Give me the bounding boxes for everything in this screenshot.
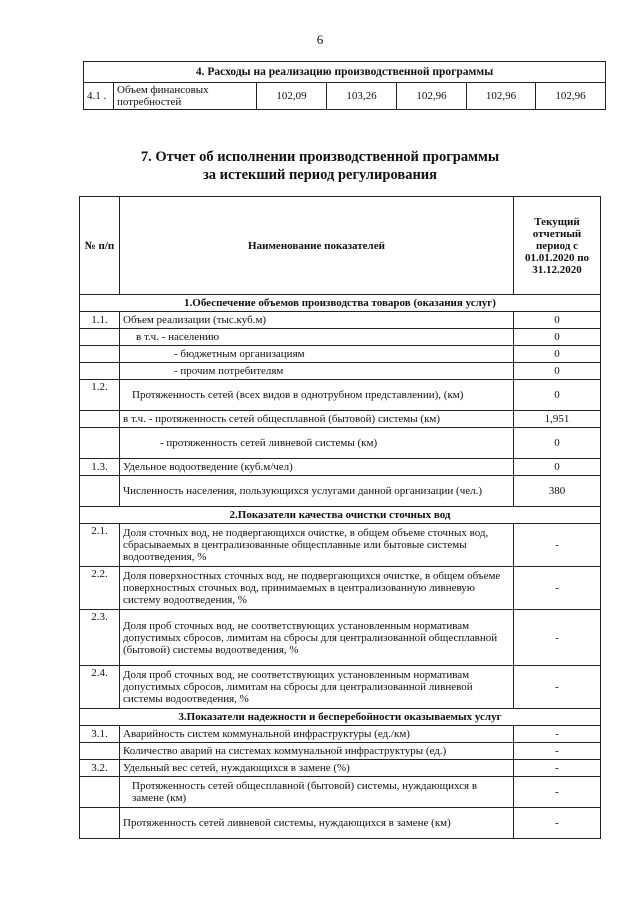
section-title: 1.Обеспечение объемов производства товаров (оказания услуг) bbox=[80, 295, 601, 312]
page-number: 6 bbox=[316, 32, 324, 47]
value-cell: 0 bbox=[514, 459, 601, 476]
report-title: 7. Отчет об исполнении производственной программы bbox=[140, 149, 500, 165]
row-name: Доля сточных вод, не подвергающихся очистке, в общем объеме сточных вод, сбрасываемых в централизованные общесплавные или бытовые системы водоотведения, % bbox=[120, 524, 514, 567]
row-number bbox=[80, 411, 120, 428]
row-name: - прочим потребителям bbox=[120, 363, 514, 380]
value-cell: 102,09 bbox=[257, 83, 327, 110]
row-number: 3.2. bbox=[80, 760, 120, 777]
value-cell: 0 bbox=[514, 363, 601, 380]
row-name: Протяженность сетей общесплавной (бытовой) системы, нуждающихся в замене (км) bbox=[120, 777, 514, 808]
value-cell: 380 bbox=[514, 476, 601, 507]
row-name: Протяженность сетей ливневой системы, нуждающихся в замене (км) bbox=[120, 808, 514, 839]
value-cell: - bbox=[514, 666, 601, 709]
value-cell: - bbox=[514, 760, 601, 777]
row-name: Доля проб сточных вод, не соответствующих установленным нормативам допустимых сбросов, лимитам на сбросы для централизованной общесплавной (бытовой) системы водоотведения, % bbox=[120, 610, 514, 666]
table-row bbox=[84, 83, 606, 110]
row-number: 2.3. bbox=[80, 610, 120, 666]
value-cell: - bbox=[514, 610, 601, 666]
row-number: 2.1. bbox=[80, 524, 120, 567]
row-number: 1.1. bbox=[80, 312, 120, 329]
row-name: Протяженность сетей (всех видов в однотрубном представлении), (км) bbox=[120, 380, 514, 411]
value-cell: - bbox=[514, 808, 601, 839]
value-cell: 0 bbox=[514, 312, 601, 329]
row-name: Количество аварий на системах коммунальной инфраструктуры (ед.) bbox=[120, 743, 514, 760]
row-number bbox=[80, 476, 120, 507]
value-cell: - bbox=[514, 743, 601, 760]
row-number: 3.1. bbox=[80, 726, 120, 743]
value-cell: 102,96 bbox=[536, 83, 606, 110]
row-number bbox=[80, 329, 120, 346]
row-name: Аварийность систем коммунальной инфраструктуры (ед./км) bbox=[120, 726, 514, 743]
row-number bbox=[80, 346, 120, 363]
row-number: 2.4. bbox=[80, 666, 120, 709]
value-cell: 1,951 bbox=[514, 411, 601, 428]
value-cell: - bbox=[514, 567, 601, 610]
report-table bbox=[79, 196, 601, 839]
report-subtitle: за истекший период регулирования bbox=[202, 167, 438, 183]
value-cell: 0 bbox=[514, 428, 601, 459]
row-name: - бюджетным организациям bbox=[120, 346, 514, 363]
value-cell: 0 bbox=[514, 346, 601, 363]
row-name: Объем реализации (тыс.куб.м) bbox=[120, 312, 514, 329]
section-title: 2.Показатели качества очистки сточных вод bbox=[80, 507, 601, 524]
section-header: 4. Расходы на реализацию производственной программы bbox=[84, 62, 606, 83]
row-number: 1.2. bbox=[80, 380, 120, 411]
header-num: № п/п bbox=[80, 197, 120, 295]
row-name: в т.ч. - протяженность сетей общесплавной (бытовой) системы (км) bbox=[120, 411, 514, 428]
value-cell: - bbox=[514, 726, 601, 743]
expenses-table bbox=[83, 61, 606, 110]
header-period: Текущий отчетный период с 01.01.2020 по 31.12.2020 bbox=[514, 197, 601, 295]
row-number: 2.2. bbox=[80, 567, 120, 610]
value-cell: 0 bbox=[514, 380, 601, 411]
row-number: 1.3. bbox=[80, 459, 120, 476]
header-name: Наименование показателей bbox=[120, 197, 514, 295]
row-number bbox=[80, 777, 120, 808]
row-name: Удельное водоотведение (куб.м/чел) bbox=[120, 459, 514, 476]
row-name: - протяженность сетей ливневой системы (км) bbox=[120, 428, 514, 459]
value-cell: - bbox=[514, 524, 601, 567]
value-cell: 103,26 bbox=[327, 83, 397, 110]
row-number bbox=[80, 428, 120, 459]
row-name: Доля поверхностных сточных вод, не подвергающихся очистке, в общем объеме поверхностных сточных вод, принимаемых в централизованную ливневую систему водоотведения, % bbox=[120, 567, 514, 610]
row-name: в т.ч. - населению bbox=[120, 329, 514, 346]
row-name: Доля проб сточных вод, не соответствующих установленным нормативам допустимых сбросов, лимитам на сбросы для централизованной ливневой системы водоотведения, % bbox=[120, 666, 514, 709]
header-row bbox=[80, 197, 601, 295]
row-name: Численность населения, пользующихся услугами данной организации (чел.) bbox=[120, 476, 514, 507]
row-name: Удельный вес сетей, нуждающихся в замене (%) bbox=[120, 760, 514, 777]
value-cell: 102,96 bbox=[397, 83, 467, 110]
value-cell: - bbox=[514, 777, 601, 808]
row-number bbox=[80, 808, 120, 839]
section-title: 3.Показатели надежности и бесперебойности оказываемых услуг bbox=[80, 709, 601, 726]
row-number bbox=[80, 363, 120, 380]
value-cell: 0 bbox=[514, 329, 601, 346]
value-cell: 102,96 bbox=[467, 83, 536, 110]
row-name: Объем финансовых потребностей bbox=[114, 83, 257, 110]
row-number: 4.1 . bbox=[84, 83, 114, 110]
row-number bbox=[80, 743, 120, 760]
